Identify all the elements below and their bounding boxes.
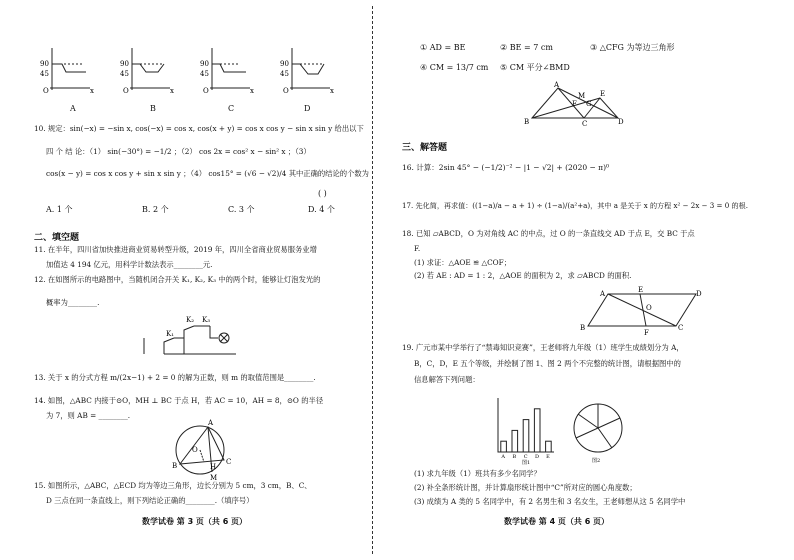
bar-D: [534, 409, 540, 452]
circle-figure: [168, 420, 238, 480]
bar-A: [501, 441, 507, 452]
origin-label: O: [203, 87, 209, 95]
label-o: O: [646, 304, 652, 312]
tick-90: 90: [40, 60, 49, 68]
label-d: D: [618, 118, 624, 126]
q14-line1: 14. 如图，△ABC 内接于⊙O，MH ⊥ BC 于点 H，若 AC = 10，AH = 8，⊙O 的半径: [34, 396, 324, 405]
x-label: x: [90, 87, 94, 95]
q19-part3: (3) 成绩为 A 类的 5 名同学中，有 2 名男生和 3 名女生，王老师想从这 5 名同学中: [414, 497, 686, 506]
q12-line1: 12. 在如图所示的电路图中，当随机闭合开关 K₁, K₂, K₃ 中的两个时，能够让灯泡发光的: [34, 275, 321, 284]
section-heading-solve: 三、解答题: [402, 143, 448, 153]
page-footer-right: 数学试卷 第 4 页（共 6 页）: [504, 517, 610, 526]
right-page: [378, 0, 794, 560]
bar-label-D: D: [534, 454, 539, 460]
x-label: x: [330, 87, 334, 95]
tick-90: 90: [200, 60, 209, 68]
q10-line2: 四 个 结 论：（1） sin(−30°) = −1/2 ；（2） cos 2x = cos² x − sin² x ；（3）: [46, 147, 311, 156]
q16-text: 16. 计算：2sin 45° − (−1/2)⁻² − |1 − √2| + (2020 − π)⁰: [402, 163, 610, 172]
q10-line3: cos(x − y) = cos x cos y + sin x sin y ；（4） cos15° = (√6 − √2)/4 其中正确的结论的个数为: [46, 169, 369, 178]
q11-line1: 11. 在半年，四川省加快推进商业贸易转型升级，2019 年，四川全省商业贸易服务业增: [34, 245, 317, 254]
label-d: D: [696, 290, 702, 298]
q19-line2: B，C，D，E 五个等级，并绘制了图 1、图 2 两个不完整的统计图，请根据图中的: [414, 359, 681, 368]
graph-b: [118, 44, 178, 94]
q13-text: 13. 关于 x 的分式方程 m/(2x−1) + 2 = 0 的解为正数，则 m 的取值范围是________.: [34, 373, 316, 382]
label-e: E: [638, 286, 644, 294]
q15-line1: 15. 如图所示，△ABC，△ECD 均为等边三角形，边长分别为 5 cm，3 cm，B、C、: [34, 481, 312, 490]
label-f: F: [644, 329, 649, 337]
label-b: B: [172, 462, 178, 470]
q15-item-3: ③ △CFG 为等边三角形: [590, 43, 675, 52]
option-d-label: D: [304, 104, 311, 113]
q10-choice-c: C. 3 个: [228, 205, 255, 214]
bar-chart-figure-1: [488, 392, 558, 464]
bar-E: [546, 441, 552, 452]
x-label: x: [170, 87, 174, 95]
q18-part1: (1) 求证：△AOE ≌ △COF；: [414, 258, 512, 267]
origin-label: O: [283, 87, 289, 95]
q15-item-1: ① AD = BE: [420, 43, 466, 52]
left-page: [0, 0, 370, 560]
q18-part2: (2) 若 AE : AD = 1 : 2，△AOE 的面积为 2，求 ▱ABCD 的面积.: [414, 271, 632, 280]
pie-chart-figure-2: [568, 400, 628, 464]
triangles-figure: [524, 81, 624, 128]
page-footer-left: 数学试卷 第 3 页（共 6 页）: [142, 517, 248, 526]
q19-line3: 信息解答下列问题：: [414, 375, 480, 384]
label-m: M: [210, 474, 218, 482]
label-c: C: [226, 458, 232, 466]
switch-k1-label: K₁: [166, 330, 175, 338]
q15-item-5: ⑤ CM 平分∠BMD: [500, 63, 570, 72]
label-m: M: [578, 92, 586, 100]
label-c: C: [582, 120, 588, 128]
option-c-label: C: [228, 104, 235, 113]
bar-label-E: E: [546, 454, 550, 460]
tick-90: 90: [280, 60, 289, 68]
q10-answer-paren: ( ): [318, 189, 327, 198]
parallelogram-figure: [580, 286, 704, 337]
origin-label: O: [123, 87, 129, 95]
label-e: E: [600, 90, 606, 98]
q19-part1: (1) 求九年级（1）班共有多少名同学？: [414, 469, 541, 478]
q17-text: 17. 先化简，再求值：((1−a)/a − a + 1) ÷ (1−a)/(a²+a)，其中 a 是关于 x 的方程 x² − 2x − 3 = 0 的根.: [402, 201, 748, 210]
q15-line2: D 三点在同一条直线上，则下列结论正确的________.（填序号）: [46, 496, 254, 505]
section-heading-fill-blank: 二、填空题: [34, 233, 80, 243]
q18-line2: F.: [414, 244, 421, 253]
switch-k2-label: K₂: [186, 316, 195, 324]
q10-line1: 10. 规定：sin(−x) = −sin x, cos(−x) = cos x, cos(x + y) = cos x cos y − sin x sin y 给出以下: [34, 124, 364, 133]
graph-c: [198, 44, 258, 94]
label-a: A: [554, 81, 560, 89]
tick-45: 45: [280, 70, 289, 78]
switch-k3-label: K₃: [202, 316, 211, 324]
label-o: O: [192, 446, 198, 454]
q15-item-4: ④ CM = 13/7 cm: [420, 63, 489, 72]
label-c: C: [678, 324, 684, 332]
option-a-label: A: [70, 104, 76, 113]
q11-line2: 加值达 4 194 亿元，用科学计数法表示________元.: [46, 260, 213, 269]
label-g: G: [586, 100, 592, 108]
bar-label-C: C: [523, 454, 528, 460]
tick-45: 45: [120, 70, 129, 78]
q15-item-2: ② BE = 7 cm: [500, 43, 553, 52]
graph-d: [278, 44, 338, 94]
graph-a: [38, 44, 98, 94]
q12-line2: 概率为________.: [46, 298, 100, 307]
label-b: B: [524, 118, 530, 126]
q10-choice-a: A. 1 个: [46, 205, 73, 214]
origin-label: O: [43, 87, 49, 95]
option-b-label: B: [150, 104, 156, 113]
tick-45: 45: [200, 70, 209, 78]
label-f: F: [572, 100, 577, 108]
tick-45: 45: [40, 70, 49, 78]
label-a: A: [208, 419, 214, 427]
label-h: H: [210, 463, 217, 471]
circuit-diagram: [140, 308, 240, 358]
x-label: x: [250, 87, 254, 95]
fig2-caption: 图2: [592, 458, 601, 464]
bar-C: [523, 420, 529, 452]
q10-choice-b: B. 2 个: [142, 205, 169, 214]
page-divider: [372, 6, 373, 554]
tick-90: 90: [120, 60, 129, 68]
bar-B: [512, 430, 518, 452]
q19-part2: (2) 补全条形统计图，并计算扇形统计图中“C”所对应的圆心角度数；: [414, 483, 637, 492]
q19-line1: 19. 广元市某中学举行了“禁毒知识竞赛”，王老师将九年级（1）班学生成绩划分为 A，: [402, 343, 684, 352]
bar-label-B: B: [512, 454, 517, 460]
q10-choice-d: D. 4 个: [308, 205, 335, 214]
q14-line2: 为 7，则 AB = ________.: [46, 411, 131, 420]
q18-line1: 18. 已知 ▱ABCD，O 为对角线 AC 的中点，过 O 的一条直线交 AD 于点 E，交 BC 于点: [402, 229, 695, 238]
label-b: B: [580, 324, 586, 332]
label-a: A: [600, 290, 606, 298]
bar-label-A: A: [501, 454, 505, 460]
fig1-caption: 图1: [522, 460, 531, 466]
